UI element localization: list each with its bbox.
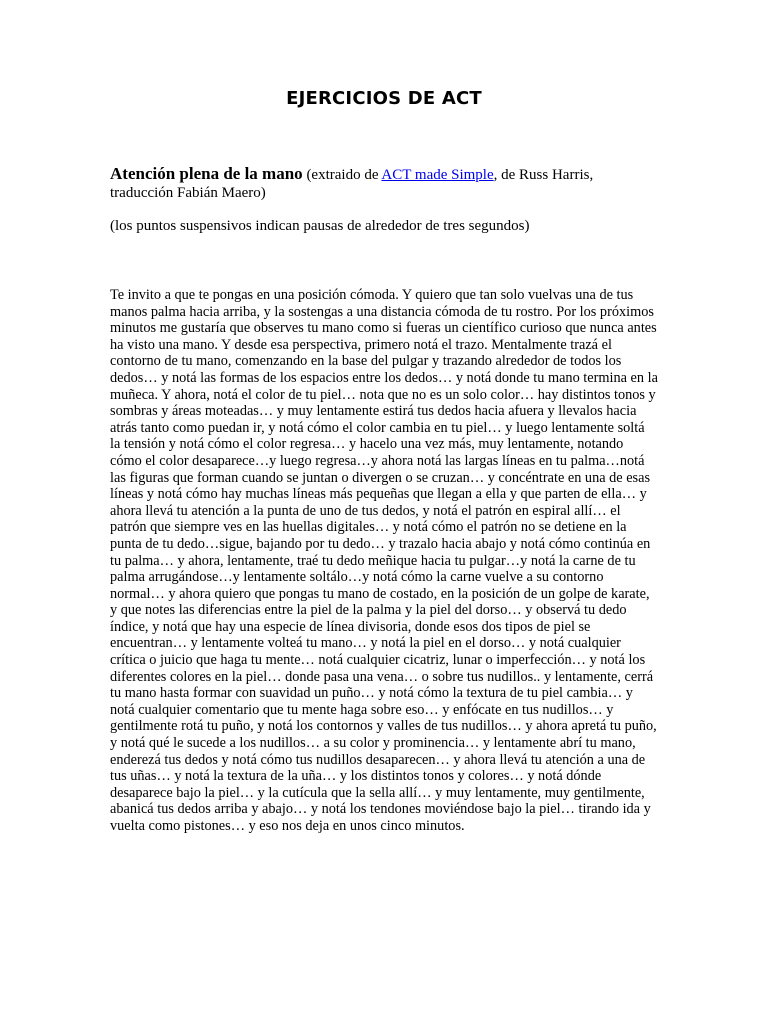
source-suffix: , de Russ Harris, traducción Fabián Maero) [110,167,594,201]
source-link[interactable]: ACT made Simple [381,167,494,183]
pause-note: (los puntos suspensivos indican pausas de alrededor de tres segundos) [110,218,530,234]
section-heading [110,165,658,202]
document-title: EJERCICIOS DE ACT [286,88,482,109]
section-title: Atención plena de la mano [110,164,303,183]
source-prefix: (extraido de [302,167,382,183]
exercise-body-text: Te invito a que te pongas en una posición cómoda. Y quiero que tan solo vuelvas una de tus manos palma hacia arriba, y la sostengas a una distancia cómoda de tu rostro. Por los próximos minutos me gustaría que observes tu mano como si fueras un científico curioso que nunca antes ha visto una mano. Y desde esa perspectiva, primero notá el trazo. Mentalmente trazá el contorno de tu mano, comenzando en la base del pulgar y trazando alrededor de todos los dedos… y notá las formas de los espacios entre los dedos… y notá donde tu mano termina en la muñeca. Y ahora, notá el color de tu piel… nota que no es un solo color… hay distintos tonos y sombras y áreas moteadas… y muy lentamente estirá tus dedos hacia afuera y llevalos hacia atrás tanto como puedan ir, y notá cómo el color cambia en tu piel… y luego lentamente soltá la tensión y notá cómo el color regresa… y hacelo una vez más, muy lentamente, notando cómo el color desaparece…y luego regresa…y ahora notá las largas líneas en tu palma…notá las figuras que forman cuando se juntan o divergen o se cruzan… y concéntrate en una de esas líneas y notá cómo hay muchas líneas más pequeñas que llegan a ella y que parten de ella… y ahora llevá tu atención a la punta de uno de tus dedos, y notá el patrón en espiral allí… el patrón que siempre ves en las huellas digitales… y notá cómo el patrón no se detiene en la punta de tu dedo…sigue, bajando por tu dedo… y trazalo hacia abajo y notá cómo continúa en tu palma… y ahora, lentamente, traé tu dedo meñique hacia tu pulgar…y notá la carne de tu palma arrugándose…y lentamente soltálo…y notá cómo la carne vuelve a su contorno normal… y ahora quiero que pongas tu mano de costado, en la posición de un golpe de karate, y que notes las diferencias entre la piel de la palma y la piel del dorso… y observá tu dedo índice, y notá que hay una especie de línea divisoria, donde esos dos tipos de piel se encuentran… y lentamente volteá tu mano… y notá la piel en el dorso… y notá cualquier crítica o juicio que haga tu mente… notá cualquier cicatriz, lunar o imperfección… y notá los diferentes colores en la piel… donde pasa una vena… o sobre tus nudillos.. y lentamente, cerrá tu mano hasta formar con suavidad un puño… y notá cómo la textura de tu piel cambia… y notá cualquier comentario que tu mente haga sobre eso… y enfócate en tus nudillos… y gentilmente rotá tu puño, y notá los contornos y valles de tus nudillos… y ahora apretá tu puño, y notá qué le sucede a los nudillos… a su color y prominencia… y lentamente abrí tu mano, enderezá tus dedos y notá cómo tus nudillos desaparecen… y ahora llevá tu atención a una de tus uñas… y notá la textura de la uña… y los distintos tonos y colores… y notá dónde desaparece bajo la piel… y la cutícula que la sella allí… y muy lentamente, muy gentilmente, abanicá tus dedos arriba y abajo… y notá los tendones moviéndose bajo la piel… tirando ida y vuelta como pistones… y eso nos deja en unos cinco minutos. [110,287,658,834]
